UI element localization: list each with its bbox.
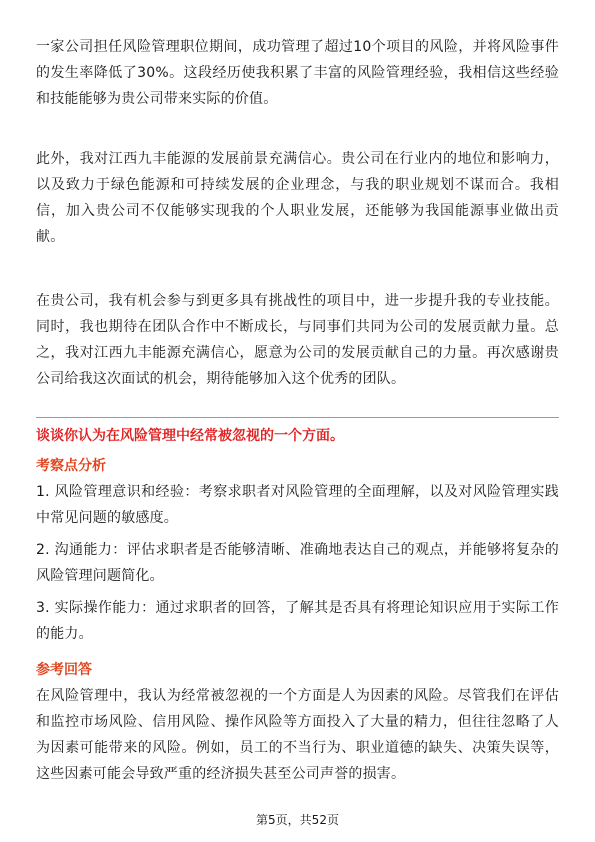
body-paragraph: 一家公司担任风险管理职位期间，成功管理了超过10个项目的风险，并将风险事件的发生率降低了30%。这段经历使我积累了丰富的风险管理经验，我相信这些经验和技能能够为贵公司带来实际的价值。 xyxy=(36,39,559,107)
interview-question: 谈谈你认为在风险管理中经常被忽视的一个方面。 xyxy=(36,428,344,444)
analysis-item: 2. 沟通能力：评估求职者是否能够清晰、准确地表达自己的观点，并能够将复杂的风险管理问题简化。 xyxy=(36,542,559,584)
analysis-heading: 考察点分析 xyxy=(36,458,106,474)
section-divider xyxy=(36,417,559,418)
answer-paragraph: 在风险管理中，我认为经常被忽视的一个方面是人为因素的风险。尽管我们在评估和监控市场风险、信用风险、操作风险等方面投入了大量的精力，但往往忽略了人为因素可能带来的风险。例如，员工的不当行为、职业道德的缺失、决策失误等，这些因素可能会导致严重的经济损失甚至公司声誉的损害。 xyxy=(36,688,559,782)
analysis-item: 1. 风险管理意识和经验：考察求职者对风险管理的全面理解，以及对风险管理实践中常见问题的敏感度。 xyxy=(36,484,559,526)
body-paragraph: 此外，我对江西九丰能源的发展前景充满信心。贵公司在行业内的地位和影响力，以及致力于绿色能源和可持续发展的企业理念，与我的职业规划不谋而合。我相信，加入贵公司不仅能够实现我的个人职业发展，还能够为我国能源事业做出贡献。 xyxy=(36,151,559,245)
body-paragraph: 在贵公司，我有机会参与到更多具有挑战性的项目中，进一步提升我的专业技能。同时，我也期待在团队合作中不断成长，与同事们共同为公司的发展贡献力量。总之，我对江西九丰能源充满信心，愿意为公司的发展贡献自己的力量。再次感谢贵公司给我这次面试的机会，期待能够加入这个优秀的团队。 xyxy=(36,293,559,387)
analysis-item: 3. 实际操作能力：通过求职者的回答，了解其是否具有将理论知识应用于实际工作的能力。 xyxy=(36,600,559,642)
page-number: 第5页，共52页 xyxy=(256,813,339,827)
answer-heading: 参考回答 xyxy=(36,662,92,678)
